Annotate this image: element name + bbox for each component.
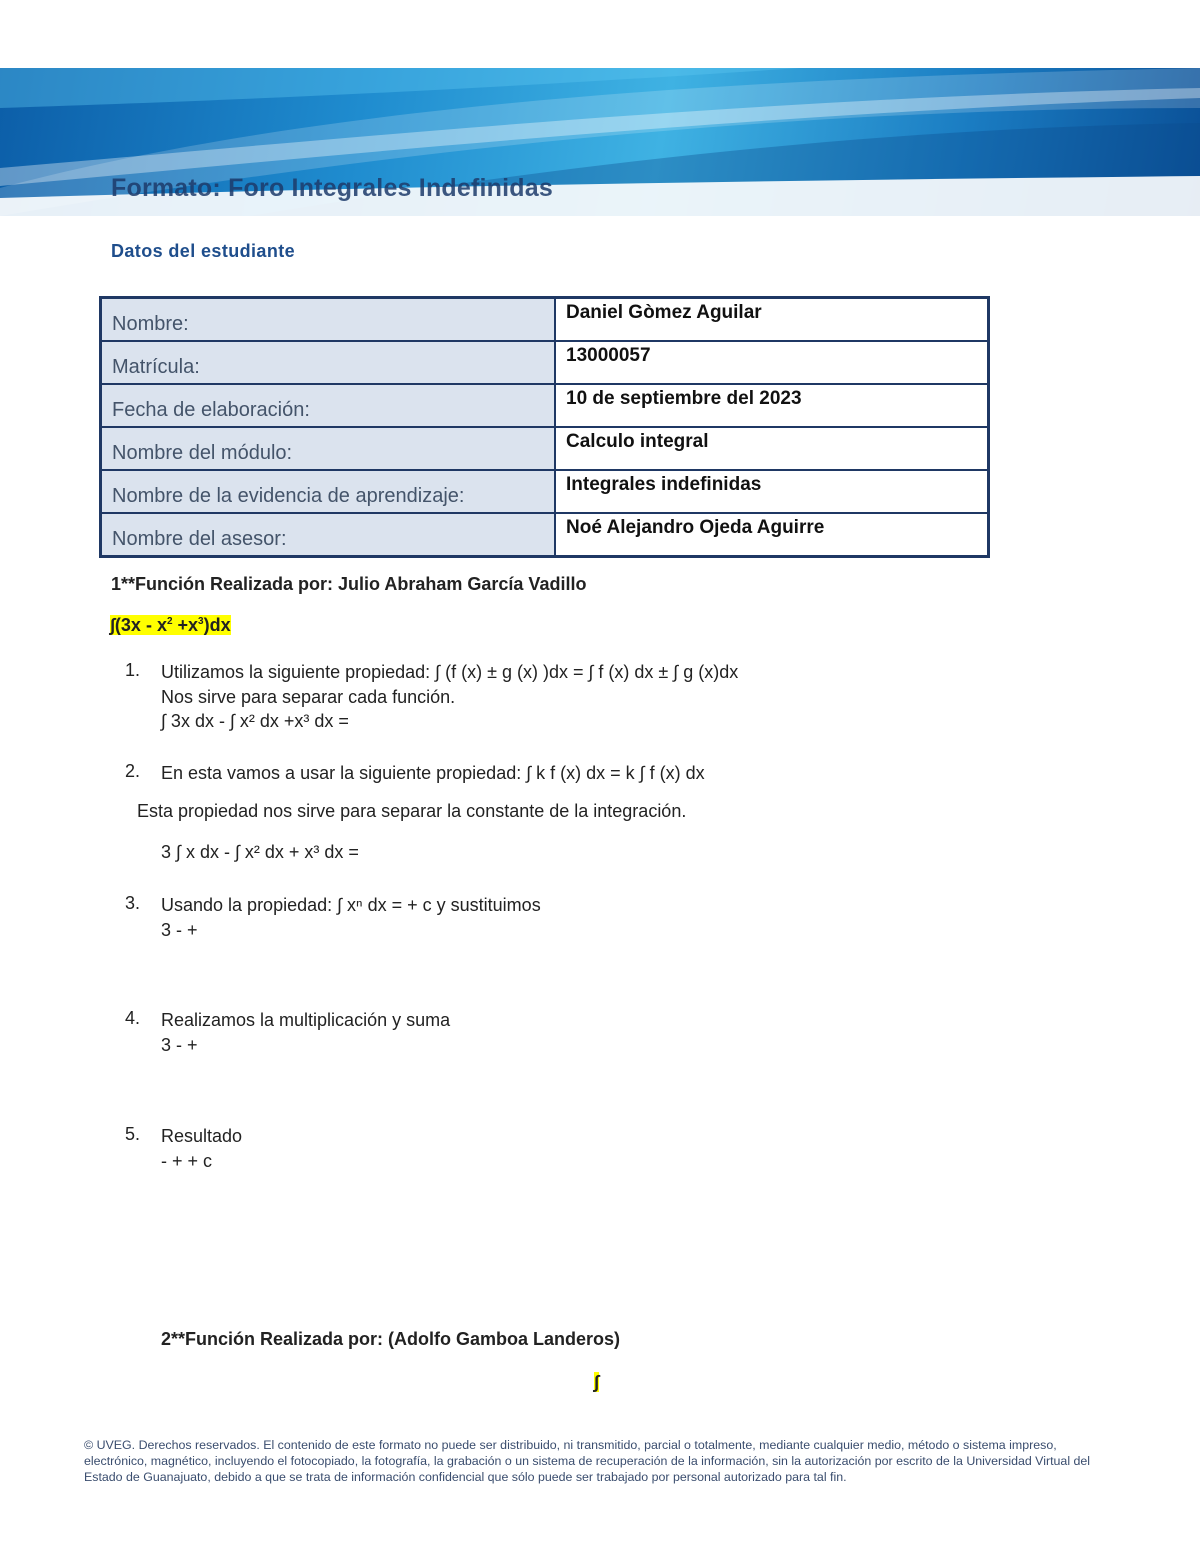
function2-formula [594, 1372, 599, 1393]
function1-heading: 1**Función Realizada por: Julio Abraham García Vadillo [111, 574, 587, 594]
step2-expression: 3 ∫ x dx - ∫ x² dx + x³ dx = [161, 842, 359, 862]
step-text: Resultado [161, 1126, 243, 1146]
row-value: Noé Alejandro Ojeda Aguirre [555, 513, 989, 557]
step-text: 3 - + [161, 1034, 198, 1055]
step-text: 3 - + [161, 919, 198, 940]
formula-part: ∫(3x - x [110, 615, 167, 635]
table-row [101, 341, 989, 384]
table-row [101, 513, 989, 557]
formula-part: )dx [203, 615, 231, 635]
step-text: Nos sirve para separar cada función. [161, 686, 456, 707]
document-title: Formato: Foro Integrales Indefinidas [111, 174, 553, 202]
row-value: 10 de septiembre del 2023 [555, 384, 989, 427]
step-number: 3. [125, 893, 141, 913]
row-value: Integrales indefinidas [555, 470, 989, 513]
step-text: Utilizamos la siguiente propiedad: ∫ (f (x) ± g (x) )dx = ∫ f (x) dx ± ∫ g (x)dx [161, 662, 739, 682]
formula-exponent: 2 [166, 616, 173, 627]
row-label: Fecha de elaboración: [101, 384, 556, 427]
row-value: Daniel Gòmez Aguilar [555, 298, 989, 342]
step2-note: Esta propiedad nos sirve para separar la constante de la integración. [137, 801, 687, 821]
step-number: 4. [125, 1008, 141, 1028]
step-text: - + + c [161, 1150, 213, 1171]
step-number: 1. [125, 660, 141, 680]
row-label: Nombre de la evidencia de aprendizaje: [101, 470, 556, 513]
section-heading-student-data: Datos del estudiante [111, 241, 296, 261]
function1-formula [110, 615, 231, 636]
row-value: 13000057 [555, 341, 989, 384]
formula-highlight [110, 615, 231, 635]
step-text: Usando la propiedad: ∫ xⁿ dx = + c y sustituimos [161, 895, 541, 915]
step-number: 2. [125, 761, 141, 781]
table-row [101, 470, 989, 513]
table-row [101, 384, 989, 427]
formula-part: +x [172, 615, 199, 635]
row-label: Nombre del módulo: [101, 427, 556, 470]
row-label: Nombre del asesor: [101, 513, 556, 557]
step-text: Realizamos la multiplicación y suma [161, 1010, 451, 1030]
formula-highlight: ∫ [594, 1372, 599, 1392]
copyright-footer: © UVEG. Derechos reservados. El contenido de este formato no puede ser distribuido, ni transmitido, parcial o totalmente, mediante cualquier medio, método o sistema impreso, electrónico, magnético, incluyendo el fotocopiado, la fotografía, la grabación o un sistema de recuperación de la información, sin la autorización por escrito de la Universidad Virtual del Estado de Guanajuato, debido a que se trata de información confidencial que sólo puede ser trabajado por personal autorizado para tal fin. [84, 1438, 1091, 1484]
step-number: 5. [125, 1124, 141, 1144]
formula-exponent: 3 [198, 616, 204, 627]
table-row [101, 427, 989, 470]
function2-heading: 2**Función Realizada por: (Adolfo Gamboa Landeros) [161, 1329, 621, 1349]
step-text: ∫ 3x dx - ∫ x² dx +x³ dx = [161, 711, 349, 731]
table-row [101, 298, 989, 342]
step-text: En esta vamos a usar la siguiente propiedad: ∫ k f (x) dx = k ∫ f (x) dx [161, 763, 705, 783]
row-value: Calculo integral [555, 427, 989, 470]
row-label: Nombre: [101, 298, 556, 342]
row-label: Matrícula: [101, 341, 556, 384]
student-data-table [99, 296, 990, 558]
